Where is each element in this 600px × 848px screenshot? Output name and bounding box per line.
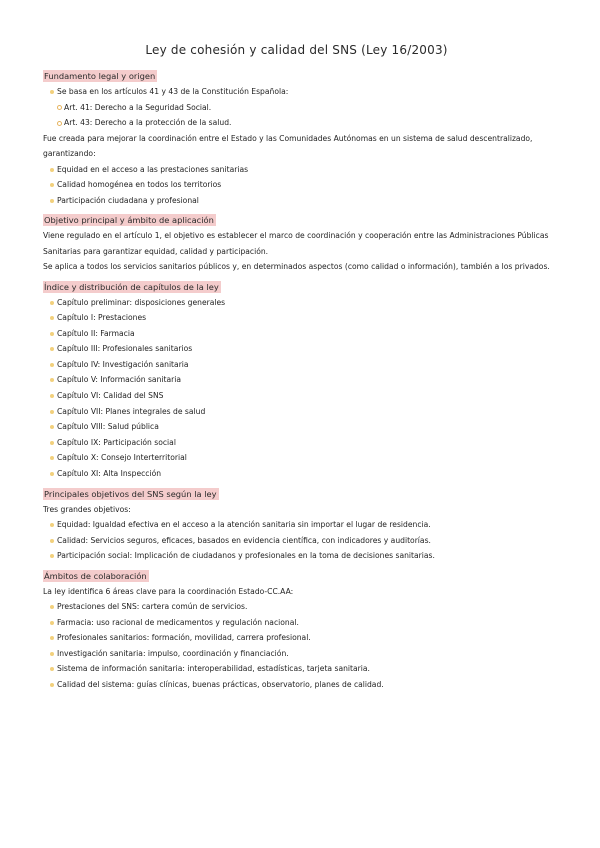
list-item: Farmacia: uso racional de medicamentos y regulación nacional. [43, 615, 550, 631]
paragraph: Tres grandes objetivos: [43, 504, 131, 514]
chapter-list [43, 295, 550, 482]
list-item: Capítulo IX: Participación social [43, 435, 550, 451]
list-item: Sistema de información sanitaria: interoperabilidad, estadísticas, tarjeta sanitaria. [43, 661, 550, 677]
section-indice [43, 275, 550, 482]
list-item: Capítulo III: Profesionales sanitarios [43, 341, 550, 357]
list-item: Capítulo I: Prestaciones [43, 310, 550, 326]
bullet-list [43, 162, 550, 209]
list-item: Calidad homogénea en todos los territorios [43, 177, 550, 193]
list-item: Capítulo X: Consejo Interterritorial [43, 450, 550, 466]
paragraph: Se aplica a todos los servicios sanitarios públicos y, en determinados aspectos (como calidad o información), también a los privados. [43, 262, 550, 271]
list-item: Investigación sanitaria: impulso, coordinación y financiación. [43, 646, 550, 662]
bullet-list [43, 84, 550, 131]
list-item: Se basa en los artículos 41 y 43 de la Constitución Española: [43, 84, 550, 100]
list-item: Art. 43: Derecho a la protección de la salud. [43, 115, 550, 131]
list-item: Calidad: Servicios seguros, eficaces, basados en evidencia científica, con indicadores y auditorías. [43, 533, 550, 549]
list-item: Capítulo IV: Investigación sanitaria [43, 357, 550, 373]
list-item: Calidad del sistema: guías clínicas, buenas prácticas, observatorio, planes de calidad. [43, 677, 550, 693]
section-heading: Principales objetivos del SNS según la ley [44, 488, 217, 499]
list-item: Prestaciones del SNS: cartera común de servicios. [43, 599, 550, 615]
section-fundamento [43, 64, 550, 208]
section-heading: Índice y distribución de capítulos de la ley [44, 281, 219, 292]
list-item: Capítulo II: Farmacia [43, 326, 550, 342]
list-item: Art. 41: Derecho a la Seguridad Social. [43, 100, 550, 116]
paragraph: La ley identifica 6 áreas clave para la coordinación Estado-CC.AA: [43, 586, 294, 596]
list-item: Capítulo VI: Calidad del SNS [43, 388, 550, 404]
section-ambitos [43, 564, 550, 693]
section-objetivos-sns [43, 482, 550, 564]
bullet-list [43, 517, 550, 564]
list-item: Capítulo VIII: Salud pública [43, 419, 550, 435]
document-title: Ley de cohesión y calidad del SNS (Ley 16/2003) [145, 43, 448, 57]
list-item: Participación social: Implicación de ciudadanos y profesionales en la toma de decisiones sanitarias. [43, 548, 550, 564]
section-heading: Ámbitos de colaboración [44, 570, 147, 581]
list-item: Capítulo V: Información sanitaria [43, 372, 550, 388]
list-item: Profesionales sanitarios: formación, movilidad, carrera profesional. [43, 630, 550, 646]
bullet-list [43, 599, 550, 692]
section-heading: Objetivo principal y ámbito de aplicación [44, 215, 214, 225]
list-item: Capítulo XI: Alta Inspección [43, 466, 550, 482]
list-item: Capítulo preliminar: disposiciones generales [43, 295, 550, 311]
paragraph: Fue creada para mejorar la coordinación entre el Estado y las Comunidades Autónomas en un sistema de salud descentralizado, garantizando: [43, 133, 533, 158]
list-item: Participación ciudadana y profesional [43, 193, 550, 209]
list-item: Equidad: Igualdad efectiva en el acceso a la atención sanitaria sin importar el lugar de residencia. [43, 517, 550, 533]
list-item: Capítulo VII: Planes integrales de salud [43, 404, 550, 420]
list-item: Equidad en el acceso a las prestaciones sanitarias [43, 162, 550, 178]
section-heading: Fundamento legal y origen [44, 71, 156, 81]
section-objetivo [43, 208, 550, 275]
paragraph: Viene regulado en el artículo 1, el objetivo es establecer el marco de coordinación y cooperación entre las Administraciones Públicas Sanitarias para garantizar equidad, calidad y participación. [43, 231, 549, 256]
